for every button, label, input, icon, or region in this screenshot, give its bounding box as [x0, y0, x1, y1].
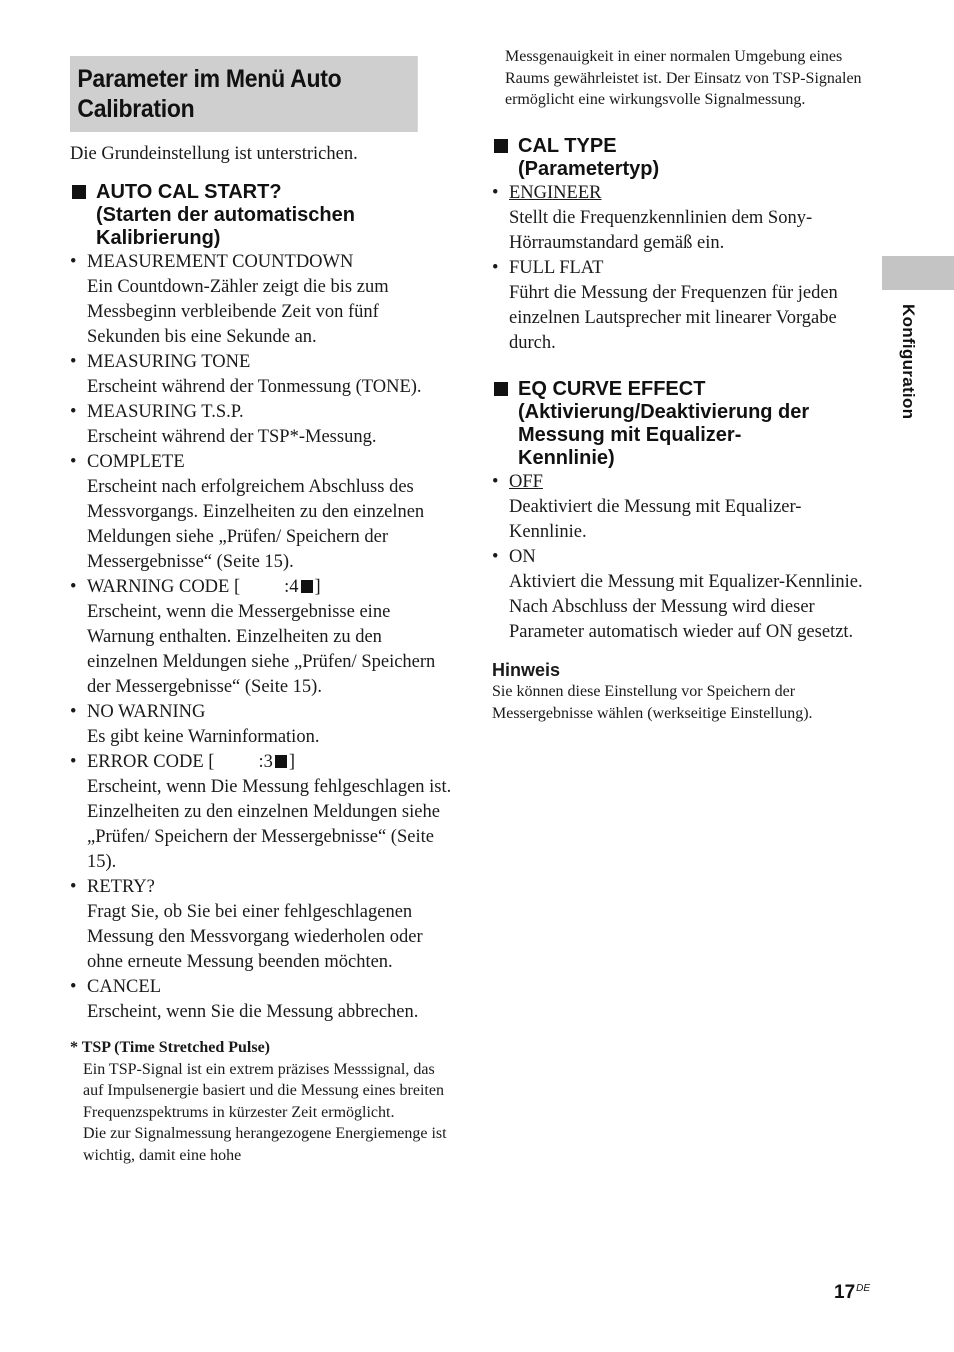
- square-bullet-icon: [494, 139, 508, 153]
- page-title-line-2: Calibration: [77, 95, 195, 123]
- cal-type-list: [492, 181, 870, 356]
- list-item: • FULL FLAT Führt die Messung der Frequenzen für jeden einzelnen Lautsprecher mit linearer Vorgabe durch.: [492, 257, 838, 353]
- page-number: 17DE: [834, 1282, 871, 1303]
- hinweis-heading: Hinweis: [492, 659, 561, 680]
- section-heading-eq-curve-effect: EQ CURVE EFFECT (Aktivierung/Deaktivierung der Messung mit Equalizer- Kennlinie): [492, 378, 870, 470]
- chapter-tab-marker: [882, 256, 954, 290]
- list-item: • ON Aktiviert die Messung mit Equalizer-Kennlinie. Nach Abschluss der Messung wird dieser Parameter automatisch wieder auf ON gesetzt.: [492, 546, 863, 642]
- auto-cal-start-list: [70, 250, 452, 1025]
- list-item: • ERROR CODE [ :3 ] Erscheint, wenn Die Messung fehlgeschlagen ist. Einzelheiten zu den einzelnen Meldungen siehe „Prüfen/ Speichern der Messergebnisse“ (Seite 15).: [70, 752, 452, 872]
- list-item: • OFF Deaktiviert die Messung mit Equalizer-Kennlinie.: [492, 471, 802, 542]
- chapter-side-label: Konfiguration: [899, 304, 918, 420]
- square-bullet-icon: [494, 382, 508, 396]
- page-title-line-1: Parameter im Menü Auto: [77, 65, 342, 93]
- tsp-footnote-continuation: Messgenauigkeit in einer normalen Umgebung eines Raums gewährleistet ist. Der Einsatz von TSP-Signalen ermöglicht eine wirkungsvolle Signalmessung.: [505, 48, 862, 108]
- list-item: • CANCEL Erscheint, wenn Sie die Messung abbrechen.: [70, 977, 419, 1022]
- block-symbol-icon: [301, 580, 313, 593]
- intro-text: Die Grundeinstellung ist unterstrichen.: [70, 144, 358, 164]
- list-item: • MEASURING T.S.P. Erscheint während der TSP*-Messung.: [70, 402, 377, 447]
- left-column: [70, 56, 452, 1166]
- hinweis-text: Sie können diese Einstellung vor Speichern der Messergebnisse wählen (werkseitige Einstellung).: [492, 682, 813, 722]
- square-bullet-icon: [72, 185, 86, 199]
- list-item: • COMPLETE Erscheint nach erfolgreichem Abschluss des Messvorgangs. Einzelheiten zu den einzelnen Meldungen siehe „Prüfen/ Speichern der Messergebnisse“ (Seite 15).: [70, 452, 425, 572]
- eq-curve-effect-list: [492, 470, 870, 645]
- tsp-footnote: * TSP (Time Stretched Pulse) Ein TSP-Signal ist ein extrem präzises Messsignal, das auf Impulsenergie basiert und die Messung eines breiten Frequenzspektrums in kürzester Zeit ermöglicht. Die zur Signalmessung herangezogene Energiemenge ist wichtig, damit eine hohe: [70, 1039, 447, 1164]
- list-item: • WARNING CODE [ :4 ] Erscheint, wenn die Messergebnisse eine Warnung enthalten. Einzelheiten zu den einzelnen Meldungen siehe „Prüfen/ Speichern der Messergebnisse“ (Seite 15).: [70, 577, 436, 697]
- list-item: • NO WARNING Es gibt keine Warninformation.: [70, 702, 320, 747]
- section-heading-auto-cal-start: AUTO CAL START? (Starten der automatischen Kalibrierung): [70, 181, 452, 250]
- list-item: • MEASURING TONE Erscheint während der Tonmessung (TONE).: [70, 352, 422, 397]
- list-item: • RETRY? Fragt Sie, ob Sie bei einer fehlgeschlagenen Messung den Messvorgang wiederholen oder ohne erneute Messung beenden möchten.: [70, 877, 423, 972]
- block-symbol-icon: [275, 755, 287, 768]
- list-item: • ENGINEER Stellt die Frequenzkennlinien dem Sony-Hörraumstandard gemäß ein.: [492, 182, 813, 253]
- right-column: [492, 46, 870, 725]
- page-title: [70, 56, 418, 132]
- section-heading-cal-type: CAL TYPE (Parametertyp): [492, 135, 870, 181]
- list-item: • MEASUREMENT COUNTDOWN Ein Countdown-Zähler zeigt die bis zum Messbeginn verbleibende Zeit von fünf Sekunden bis eine Sekunde an.: [70, 252, 389, 347]
